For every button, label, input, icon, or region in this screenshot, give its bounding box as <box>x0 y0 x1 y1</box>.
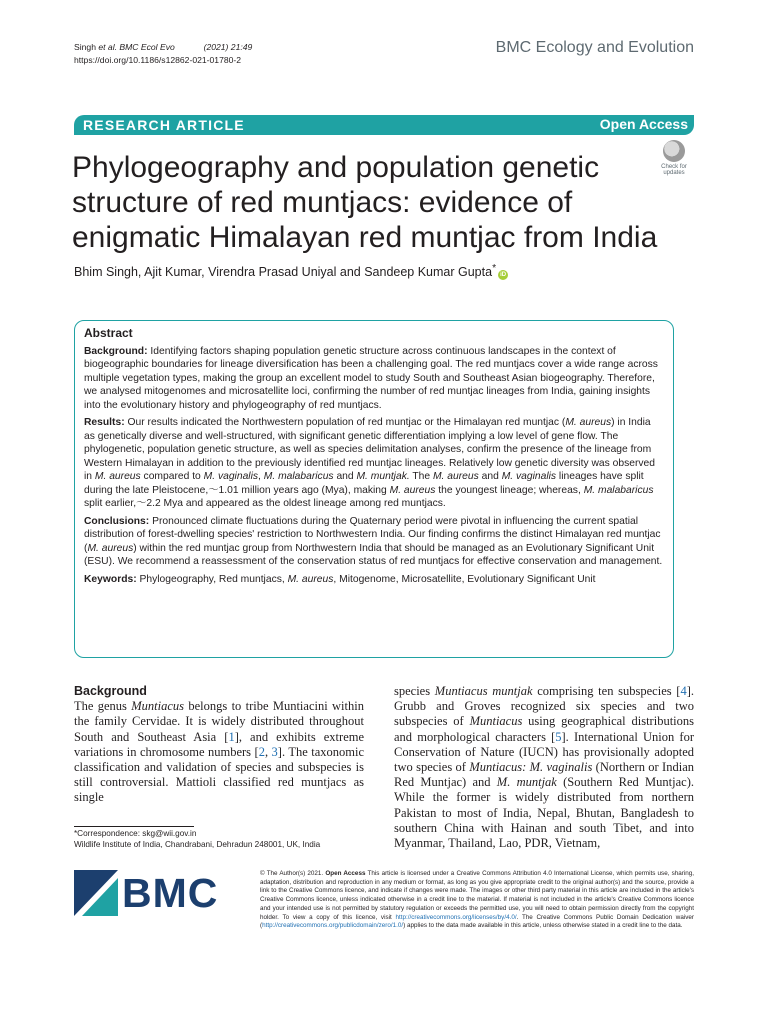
reference-link[interactable]: 4 <box>680 684 687 698</box>
license-link[interactable]: http://creativecommons.org/licenses/by/4.0/ <box>395 913 517 921</box>
license-copyright: © The Author(s) 2021. <box>260 870 324 877</box>
conclusions-text: Pronounced climate fluctuations during the Quaternary period were pivotal in influencing the current spatial distribution of forest-dwelling species' restriction to Northwestern India. Our finding confirms the distinct Himalayan red muntjac ( <box>84 515 661 554</box>
public-domain-link[interactable]: http://creativecommons.org/publicdomain/zero/1.0/ <box>262 922 404 930</box>
species-name: M. aureus <box>287 573 334 585</box>
results-text: , <box>258 471 264 482</box>
body-text: ]. The taxonomic classification and validation of species and subspecies is still controversial. Mattioli classified red muntjacs as single <box>74 744 365 805</box>
article-type: RESEARCH ARTICLE <box>83 117 245 133</box>
license-statement <box>260 870 694 931</box>
body-paragraph <box>74 699 364 805</box>
results-label: Results: <box>84 417 125 428</box>
check-updates-line-2: updates <box>663 170 685 176</box>
body-text: ]. International Union for Conservation of Nature (IUCN) has provisionally adopted two species of <box>394 729 694 775</box>
body-text: ], and exhibits extreme variations in chromosome numbers [ <box>74 729 365 759</box>
species-name: Muntiacus: M. vaginalis <box>469 760 593 775</box>
body-text: belongs to tribe Muntiacini within the family Cervidae. It is widely distributed throughout South and Southeast Asia [ <box>74 699 364 744</box>
corresponding-mark: * <box>492 263 497 274</box>
reference-link[interactable]: 3 <box>271 744 278 759</box>
species-name: M. aureus <box>432 471 479 482</box>
species-name: M. malabaricus <box>263 471 334 482</box>
license-oa-label: Open Access <box>325 870 366 877</box>
license-text: ) applies to the data made available in this article, unless otherwise stated in a credit line to the data. <box>403 922 683 930</box>
species-name: M. muntjak. <box>356 471 410 482</box>
keywords-text: Phylogeography, Red muntjacs, <box>139 573 288 585</box>
conclusions-label: Conclusions: <box>84 515 150 527</box>
open-access-label: Open Access <box>599 116 688 132</box>
correspondence-email[interactable]: skg@wii.gov.in <box>142 829 197 838</box>
citation-journal: et al. BMC Ecol Evo <box>98 42 175 52</box>
author-list <box>74 263 508 280</box>
background-text: Identifying factors shaping population genetic structure across continuous landscapes in the context of biogeographic boundaries for lineage diversification has been a challenging goal. The red muntjacs cover a wide range across multiple vegetation types, making the group an excellent model to study South and Southeast Asian biogeography. Therefore, we analysed mitogenomes and microsatellite loci, confirming the number of red muntjac lineages from India, gaining insights into the evolutionary history and phylogeography of red muntjacs. <box>84 345 658 411</box>
author-names: Bhim Singh, Ajit Kumar, Virendra Prasad Uniyal and Sandeep Kumar Gupta <box>74 265 493 280</box>
results-text: compared to <box>140 471 204 482</box>
footnote-divider <box>74 826 194 827</box>
results-text: and <box>478 471 502 482</box>
keywords-text: , Mitogenome, Microsatellite, Evolutionary Significant Unit <box>333 573 596 585</box>
species-name: M. aureus <box>565 417 612 428</box>
body-text: The genus <box>74 699 132 714</box>
body-text: using geographical distributions and morphological characters [ <box>394 714 695 744</box>
section-heading: Background <box>74 684 147 698</box>
reference-link[interactable]: 2 <box>258 744 265 759</box>
correspondence-address: Wildlife Institute of India, Chandrabani, Dehradun 248001, UK, India <box>74 840 321 849</box>
body-text: ]. Grubb and Groves recognized six species and two subspecies of <box>394 684 695 729</box>
body-paragraph <box>394 684 694 851</box>
species-name: M. vaginalis <box>203 471 259 482</box>
abstract-background <box>84 345 664 413</box>
check-updates-line-1: Check for <box>661 164 687 170</box>
species-name: M. aureus <box>389 484 436 496</box>
results-text: ) in India as genetically diverse and well-structured, with significant genetic differentiation implying a low level of gene flow. The phylogenetic, population genetic structure, as well as species delimitation analyses, confirm the presence of the lineage from Western Himalayan in addition to the previously identified red muntjac lineages. Relatively low genetic diversity was observed in <box>84 417 656 482</box>
results-text: split earlier,～2.2 Mya and appeared as the oldest lineage among red muntjacs. <box>84 498 446 509</box>
reference-link[interactable]: 5 <box>555 729 562 744</box>
genus-name: Muntiacus <box>469 714 523 729</box>
species-name: M. muntjak <box>496 775 557 790</box>
orcid-icon[interactable]: iD <box>500 272 507 279</box>
species-name: Muntiacus muntjak <box>434 684 533 698</box>
genus-name: Muntiacus <box>131 699 185 714</box>
abstract-heading: Abstract <box>84 326 133 340</box>
bmc-logo-text: BMC <box>122 870 219 916</box>
journal-name[interactable]: BMC Ecology and Evolution <box>495 39 694 56</box>
body-text: , <box>264 744 272 759</box>
body-column-right <box>394 684 694 851</box>
citation-author: Singh <box>74 42 96 52</box>
results-text: and <box>333 471 357 482</box>
license-text: This article is licensed under a Creative Commons Attribution 4.0 International License, which permits use, sharing, adaptation, distribution and reproduction in any medium or format, as long as you give appropriate credit to the original author(s) and the source, provide a link to the Creative Commons licence, and indicate if changes were made. The images or other third party material in this article are included in the article's Creative Commons licence, unless indicated otherwise in a credit line to the material. If material is not included in the article's Creative Commons licence and your intended use is not permitted by statutory regulation or exceeds the permitted use, you will need to obtain permission directly from the copyright holder. To view a copy of this licence, visit <box>260 870 695 921</box>
body-text: (Northern or Indian Red Muntjac) and <box>394 760 694 790</box>
conclusions-text: ) within the red muntjac group from Northwestern India that should be managed as an Evolutionary Significant Unit (ESU). We recommend a reassessment of the conservation status of red muntjacs for effective conservation and management. <box>84 542 663 567</box>
citation-year: (2021) 21:49 <box>203 42 253 52</box>
correspondence-note <box>74 828 320 850</box>
species-name: M. malabaricus <box>583 484 654 496</box>
abstract-results <box>84 416 664 511</box>
bmc-logo[interactable] <box>74 868 219 918</box>
keywords-label: Keywords: <box>84 573 137 585</box>
abstract-box <box>74 320 674 658</box>
citation-header <box>74 41 252 66</box>
body-text: comprising ten subspecies [ <box>532 684 681 698</box>
article-type-band <box>74 115 694 135</box>
body-column-left <box>74 684 364 806</box>
abstract-conclusions <box>84 515 664 569</box>
abstract-keywords <box>84 573 664 587</box>
reference-link[interactable]: 1 <box>228 729 235 744</box>
check-for-updates-badge[interactable] <box>654 140 694 180</box>
correspondence-label: *Correspondence: <box>74 829 140 838</box>
citation-doi[interactable]: https://doi.org/10.1186/s12862-021-01780-2 <box>74 54 242 65</box>
species-name: M. aureus <box>87 542 134 554</box>
body-text: (Southern Red Muntjac). While the former is widely distributed from northern Pakistan to most of India, Nepal, Bhutan, Bangladesh to southern China with Hainan and south Tibet, and into Myanmar, Thailand, Lao, PDR, Vietnam, <box>394 775 695 851</box>
species-name: M. aureus <box>94 471 141 482</box>
article-title: Phylogeography and population genetic structure of red muntjacs: evidence of enigmatic Himalayan red muntjac from India <box>72 151 658 254</box>
license-text: . The Creative Commons Public Domain Dedication waiver ( <box>260 913 694 930</box>
species-name: M. vaginalis <box>501 471 557 482</box>
body-text: species <box>394 684 435 698</box>
background-label: Background: <box>84 345 148 357</box>
results-text: Our results indicated the Northwestern population of red muntjac or the Himalayan red muntjac ( <box>127 417 566 428</box>
bmc-logo-icon <box>74 870 118 916</box>
results-text: the youngest lineage; whereas, <box>435 484 584 496</box>
check-for-updates-icon <box>663 140 685 162</box>
results-text: The <box>409 471 433 482</box>
results-text: lineages have split during the late Pleistocene,～1.01 million years ago (Mya), making <box>84 471 644 496</box>
